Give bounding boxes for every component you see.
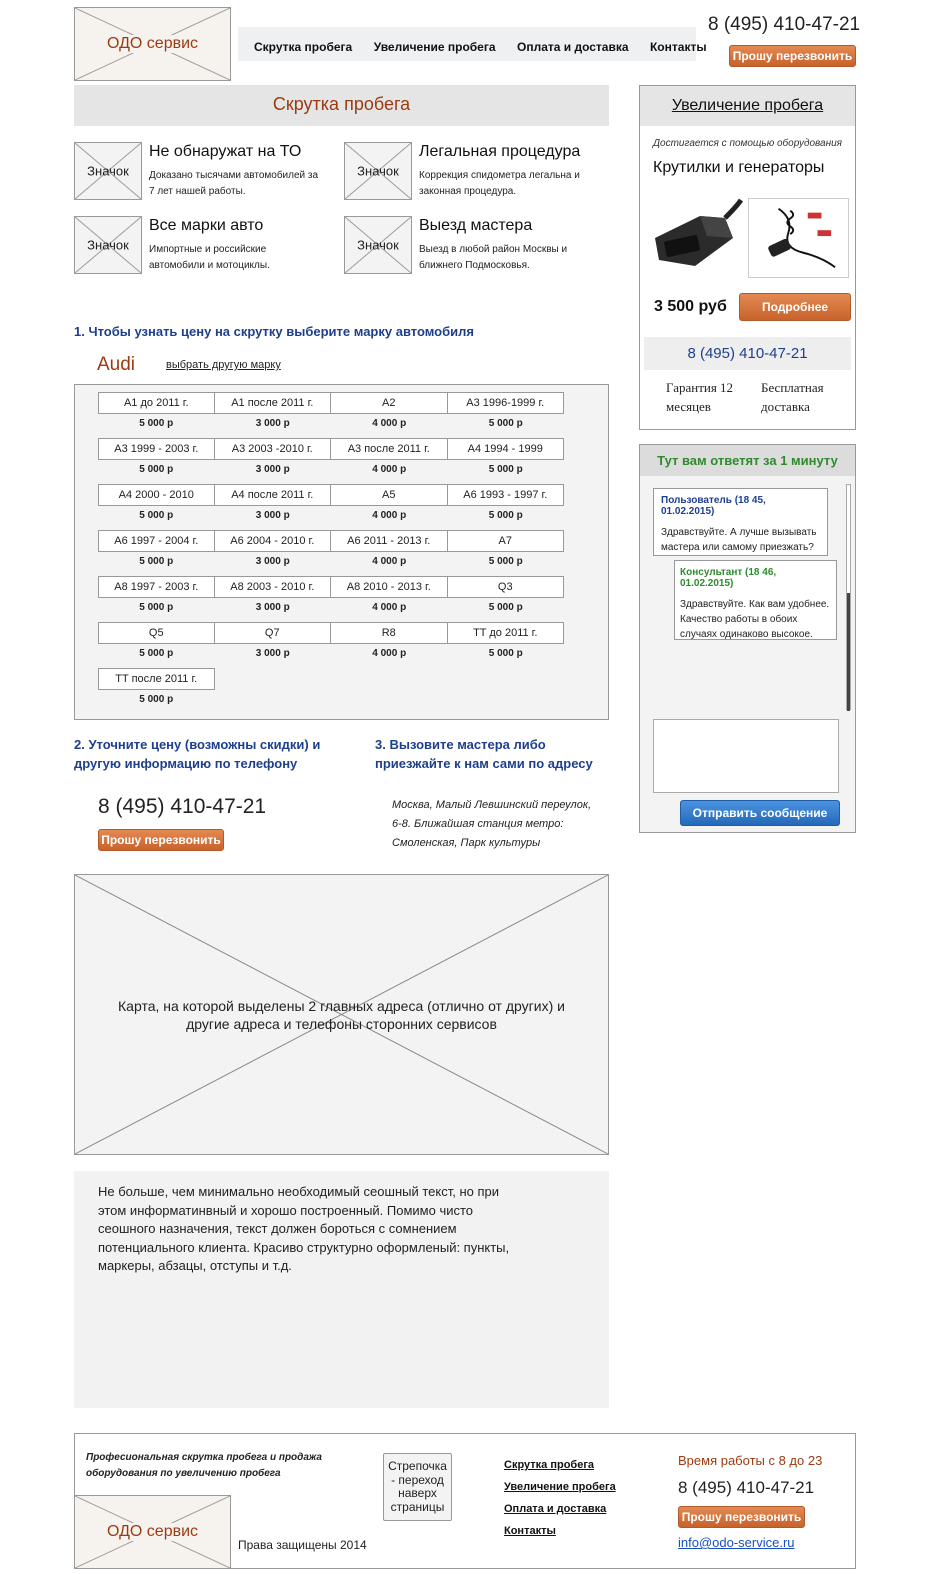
logo-text: ОДО сервис <box>95 35 210 53</box>
model-name[interactable]: TT после 2011 г. <box>98 668 215 690</box>
model-price: 5 000 р <box>488 418 523 429</box>
feature-text: Коррекция спидометра легальна и законная процедура. <box>419 170 580 197</box>
model-cell[interactable] <box>448 438 565 484</box>
seo-text-block <box>74 1171 609 1408</box>
promo-panel <box>639 85 856 430</box>
footer-logo-text: ОДО сервис <box>95 1523 210 1541</box>
promo-more-button[interactable]: Подробнее <box>739 293 851 321</box>
step-1-heading: 1. Чтобы узнать цену на скрутку выберите марку автомобиля <box>74 324 474 339</box>
model-price: 4 000 р <box>372 418 407 429</box>
chat-message-author: Пользователь (18 45, 01.02.2015) <box>661 495 766 517</box>
feature-text: Выезд в любой район Москвы и ближнего Подмосковья. <box>419 244 568 271</box>
model-name[interactable]: A5 <box>330 484 448 506</box>
callback-button[interactable]: Прошу перезвонить <box>98 829 224 851</box>
footer-tagline: Професиональная скрутка пробега и продажа оборудования по увеличению пробега <box>86 1452 322 1479</box>
model-cell[interactable] <box>448 530 565 576</box>
feature-title: Все марки авто <box>149 217 264 234</box>
chat-title: Тут вам ответят за 1 минуту <box>657 453 838 468</box>
model-name[interactable]: A8 2010 - 2013 г. <box>330 576 448 598</box>
model-price: 4 000 р <box>372 510 407 521</box>
model-price: 5 000 р <box>139 694 174 705</box>
step-2-heading: 2. Уточните цену (возможны скидки) и другую информацию по телефону <box>74 737 321 771</box>
seo-text: Не больше, чем минимально необходимый сеошный текст, но при этом информатинвный и хорошо построенный. Помимо чисто сеошного назначения, текст должен бороться с сомнением потенциального клиента. Красиво структурно оформленый: пункты, маркеры, абзацы, отступы и т.д. <box>98 1184 510 1273</box>
feature-icon: Значок <box>74 216 142 274</box>
chat-message-consultant <box>674 560 837 640</box>
address-text: Москва, Малый Левшинский переулок, 6-8. Ближайшая станция метро: Смоленская, Парк культуры <box>392 799 592 849</box>
model-cell[interactable] <box>98 622 215 668</box>
model-name[interactable]: Q7 <box>214 622 332 644</box>
model-price: 5 000 р <box>139 648 174 659</box>
model-cell[interactable] <box>331 622 448 668</box>
model-price: 5 000 р <box>139 556 174 567</box>
model-row <box>98 438 564 484</box>
promo-delivery: Бесплатная доставка <box>761 380 824 414</box>
model-name[interactable]: A1 до 2011 г. <box>98 392 215 414</box>
model-name[interactable]: A4 2000 - 2010 <box>98 484 215 506</box>
model-price: 4 000 р <box>372 464 407 475</box>
promo-heading: Крутилки и генераторы <box>653 159 825 176</box>
model-name[interactable]: Q5 <box>98 622 215 644</box>
product-image-cable[interactable] <box>748 198 849 278</box>
footer-email[interactable]: info@odo-service.ru <box>678 1535 795 1550</box>
promo-subtitle: Достигается с помощью оборудования <box>653 138 843 149</box>
feature-title: Легальная процедура <box>419 143 581 160</box>
model-cell[interactable] <box>98 530 215 576</box>
model-cell[interactable] <box>98 484 215 530</box>
footer-link-payment-delivery[interactable]: Оплата и доставка <box>504 1503 607 1515</box>
model-price: 5 000 р <box>488 602 523 613</box>
promo-title[interactable]: Увеличение пробега <box>671 97 824 114</box>
model-name[interactable]: A6 2004 - 2010 г. <box>214 530 332 552</box>
model-price: 5 000 р <box>139 510 174 521</box>
scroll-top-label: Стрепочка - переход наверх страницы <box>388 1459 447 1514</box>
model-price: 3 000 р <box>255 510 290 521</box>
model-name[interactable]: A8 1997 - 2003 г. <box>98 576 215 598</box>
model-price: 5 000 р <box>139 464 174 475</box>
model-name[interactable]: A2 <box>330 392 448 414</box>
model-row <box>98 392 564 438</box>
header-callback-button[interactable]: Прошу перезвонить <box>729 45 856 67</box>
model-cell[interactable] <box>98 576 215 622</box>
model-name[interactable]: Q3 <box>447 576 565 598</box>
promo-phone-bar <box>644 337 851 370</box>
selected-brand: Audi <box>97 354 136 375</box>
map-placeholder[interactable]: Карта, на которой выделены 2 главных адреса (отлично от других) и другие адреса и телефоны сторонних сервисов <box>74 874 609 1155</box>
promo-price: 3 500 руб <box>654 298 727 315</box>
model-cell[interactable] <box>331 392 448 438</box>
model-price: 5 000 р <box>488 464 523 475</box>
model-price: 3 000 р <box>255 418 290 429</box>
model-cell[interactable] <box>98 668 215 714</box>
model-name[interactable]: A6 1997 - 2004 г. <box>98 530 215 552</box>
model-name[interactable]: A8 2003 - 2010 г. <box>214 576 332 598</box>
feature-title: Выезд мастера <box>419 217 533 234</box>
main-nav <box>238 27 707 61</box>
model-row <box>98 576 564 622</box>
model-name[interactable]: A1 после 2011 г. <box>214 392 332 414</box>
footer-links <box>504 1459 616 1547</box>
model-name[interactable]: A3 1996-1999 г. <box>447 392 565 414</box>
model-price: 4 000 р <box>372 648 407 659</box>
model-cell[interactable] <box>331 576 448 622</box>
page-title: Скрутка пробега <box>272 94 411 114</box>
chat-message-text: Здравствуйте. А лучше вызывать мастера или самому приезжать? <box>661 527 817 553</box>
model-row <box>98 484 564 530</box>
footer-copyright: Права защищены 2014 <box>238 1538 367 1552</box>
model-price: 4 000 р <box>372 556 407 567</box>
model-cell[interactable] <box>98 438 215 484</box>
feature-title: Не обнаружат на ТО <box>149 143 302 160</box>
model-cell[interactable] <box>448 484 565 530</box>
model-price: 3 000 р <box>255 556 290 567</box>
chat-title-bar <box>640 445 855 476</box>
feature-icon: Значок <box>344 142 412 200</box>
models-grid <box>98 392 564 714</box>
chat-message-author: Консультант (18 46, 01.02.2015) <box>680 567 777 589</box>
footer-phone: 8 (495) 410-47-21 <box>678 1478 815 1497</box>
model-cell[interactable] <box>331 530 448 576</box>
change-brand-link[interactable]: выбрать другую марку <box>166 359 281 371</box>
nav-item-contacts[interactable]: Контакты <box>649 40 707 54</box>
feature-text: Импортные и российские автомобили и мотоциклы. <box>149 244 270 271</box>
feature-text: Доказано тысячами автомобилей за 7 лет нашей работы. <box>149 170 319 197</box>
chat-messages-area[interactable] <box>644 484 851 712</box>
footer-link-contacts[interactable]: Контакты <box>504 1525 556 1537</box>
model-row <box>98 530 564 576</box>
nav-item-mileage-increase[interactable]: Увеличение пробега <box>373 40 496 54</box>
nav-item-payment-delivery[interactable]: Оплата и доставка <box>516 40 629 54</box>
model-price: 3 000 р <box>255 464 290 475</box>
footer-logo[interactable] <box>74 1495 231 1569</box>
header-phone: 8 (495) 410-47-21 <box>708 14 861 35</box>
feature-icon: Значок <box>344 216 412 274</box>
model-cell[interactable] <box>448 392 565 438</box>
feature-icon: Значок <box>74 142 142 200</box>
product-image-obd[interactable] <box>645 198 743 278</box>
chat-scrollbar-thumb[interactable] <box>847 593 850 711</box>
model-cell[interactable] <box>331 438 448 484</box>
header-logo[interactable] <box>74 7 231 81</box>
model-row <box>98 668 564 714</box>
footer-link-mileage-increase[interactable]: Увеличение пробега <box>504 1481 616 1493</box>
model-row <box>98 622 564 668</box>
model-cell[interactable] <box>331 484 448 530</box>
model-price: 5 000 р <box>488 510 523 521</box>
chat-send-button[interactable]: Отправить сообщение <box>680 800 840 826</box>
model-name[interactable]: A3 после 2011 г. <box>330 438 448 460</box>
model-cell[interactable] <box>215 484 332 530</box>
model-cell[interactable] <box>448 622 565 668</box>
nav-item-mileage-rollback[interactable]: Скрутка пробега <box>254 40 353 54</box>
scroll-top-button[interactable] <box>383 1453 452 1521</box>
model-price: 5 000 р <box>139 418 174 429</box>
model-price: 5 000 р <box>139 602 174 613</box>
chat-message-text: Здравствуйте. Как вам удобнее. Качество работы в обоих случаях одинаково высокое. <box>680 599 830 640</box>
model-price: 5 000 р <box>488 556 523 567</box>
model-cell[interactable] <box>215 530 332 576</box>
model-price: 3 000 р <box>255 602 290 613</box>
model-price: 4 000 р <box>372 602 407 613</box>
model-cell[interactable] <box>98 392 215 438</box>
chat-message-input[interactable] <box>653 719 839 793</box>
model-name[interactable]: A4 1994 - 1999 <box>447 438 565 460</box>
model-name[interactable]: A3 2003 -2010 г. <box>214 438 332 460</box>
model-price: 5 000 р <box>488 648 523 659</box>
model-price: 3 000 р <box>255 648 290 659</box>
model-name[interactable]: A4 после 2011 г. <box>214 484 332 506</box>
chat-scrollbar[interactable] <box>846 484 851 710</box>
model-cell[interactable] <box>448 576 565 622</box>
model-name[interactable]: A7 <box>447 530 565 552</box>
promo-phone: 8 (495) 410-47-21 <box>687 345 808 362</box>
model-name[interactable]: TT до 2011 г. <box>447 622 565 644</box>
promo-guarantee: Гарантия 12 месяцев <box>666 380 734 414</box>
model-name[interactable]: A3 1999 - 2003 г. <box>98 438 215 460</box>
promo-title-bar <box>640 86 855 126</box>
chat-panel <box>639 444 856 833</box>
page-title-bar <box>74 85 609 126</box>
model-cell[interactable] <box>215 438 332 484</box>
model-cell[interactable] <box>215 622 332 668</box>
footer-link-mileage-rollback[interactable]: Скрутка пробега <box>504 1459 595 1471</box>
footer-callback-button[interactable]: Прошу перезвонить <box>678 1506 805 1528</box>
footer-hours: Время работы с 8 до 23 <box>678 1453 823 1468</box>
model-cell[interactable] <box>215 576 332 622</box>
model-cell[interactable] <box>215 392 332 438</box>
model-name[interactable]: A6 2011 - 2013 г. <box>330 530 448 552</box>
chat-message-user <box>653 488 828 556</box>
step-3-heading: 3. Вызовите мастера либо приезжайте к нам сами по адресу <box>375 737 593 771</box>
model-name[interactable]: A6 1993 - 1997 г. <box>447 484 565 506</box>
contact-phone: 8 (495) 410-47-21 <box>98 795 267 818</box>
model-name[interactable]: R8 <box>330 622 448 644</box>
